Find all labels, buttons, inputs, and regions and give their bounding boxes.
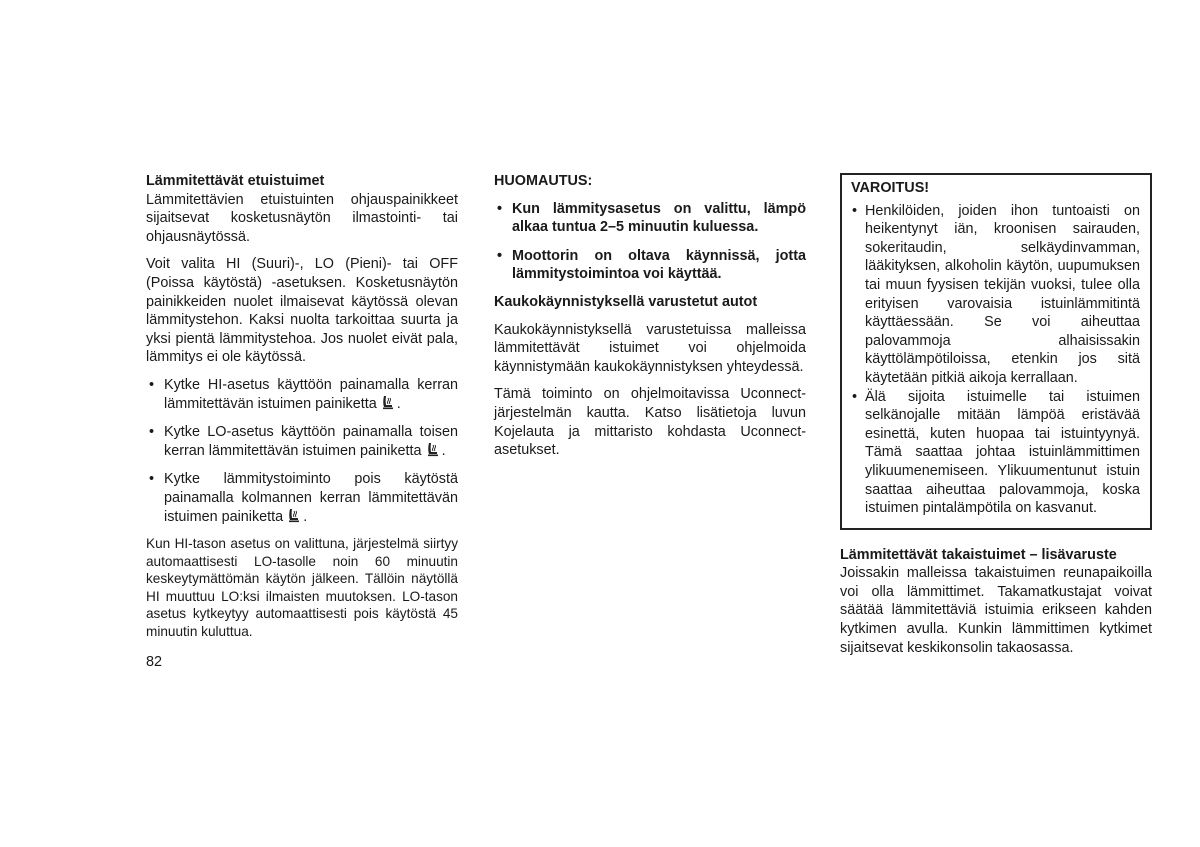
note-item: • Kun lämmitysasetus on valittu, lämpö alkaa tuntua 2–5 minuutin kuluessa.: [494, 200, 806, 237]
section-heading-rear-seats: Lämmitettävät takaistuimet – lisävaruste: [840, 546, 1117, 563]
page-number: 82: [146, 654, 163, 670]
list-item-end: .: [441, 442, 446, 459]
bullet-list: [146, 376, 458, 526]
paragraph: Joissakin malleissa takaistuimen reunapaikoilla voi olla lämmittimet. Takamatkustajat voivat säätää lämmitettäviä istuimia erikseen kahden kytkimen avulla. Kunkin lämmittimen kytkimet sijaitsevat keskikonsolin takaosassa.: [840, 565, 1152, 656]
heated-seat-icon: [426, 442, 440, 457]
warning-box: [840, 173, 1152, 530]
paragraph: Kun HI-tason asetus on valittuna, järjestelmä siirtyy automaattisesti LO-tasolle noin 60 minuutin keskeytymättömän käytön jälkeen. Tällöin näytöllä HI muuttuu LO:ksi ilmaisten muutoksen. LO-tason asetus kytkeytyy automaattisesti pois käytöstä 45 minuutin kuluttua.: [146, 536, 458, 640]
note-list: [494, 200, 806, 284]
note-item: • Moottorin on oltava käynnissä, jotta lämmitystoimintoa voi käyttää.: [494, 247, 806, 284]
heated-seat-icon: [287, 508, 301, 523]
section-heading-front-seats: Lämmitettävät etuistuimet: [146, 173, 325, 189]
list-item-text: Kytke HI-asetus käyttöön painamalla kerran lämmitettävän istuimen painiketta: [164, 376, 458, 412]
right-column: [840, 173, 1152, 657]
left-column: [146, 172, 458, 641]
paragraph: Tämä toiminto on ohjelmoitavissa Uconnect-järjestelmän kautta. Katso lisätietoja luvun Kojelauta ja mittaristo kohdasta Uconnect-asetukset.: [494, 386, 806, 459]
list-item: [146, 376, 458, 413]
list-item-end: .: [396, 395, 401, 412]
list-item: [146, 423, 458, 460]
section-heading-remote-start: Kaukokäynnistyksellä varustetut autot: [494, 293, 758, 310]
heated-seat-icon: [381, 395, 395, 410]
list-item-text: Kytke LO-asetus käyttöön painamalla toisen kerran lämmitettävän istuimen painiketta: [164, 424, 458, 459]
warning-item: • Älä sijoita istuimelle tai istuimen selkänojalle mitään lämpöä eristävää esinettä, kuten huopaa tai istuintyynyä. Tämä saattaa johtaa istuinlämmittimen ylikuumenemiseen. Ylikuumentunut istuin saattaa aiheuttaa palovammoja, koska istuimen pintalämpötila on kasvanut.: [851, 388, 1140, 518]
list-item: [146, 470, 458, 526]
warning-list: [851, 202, 1140, 518]
warning-title: VAROITUS!: [851, 180, 930, 196]
middle-column: [494, 172, 806, 460]
paragraph: Voit valita HI (Suuri)-, LO (Pieni)- tai OFF (Poissa käytöstä) -asetuksen. Kosketusnäytön painikkeiden nuolet ilmaisevat käytössä olevan lämmitystehon. Kaksi nuolta tarkoittaa suurta ja yksi pientä lämmitystehoa. Jos nuolet eivät pala, lämmitys ei ole käytössä.: [146, 256, 458, 366]
list-item-end: .: [303, 508, 308, 525]
note-heading: HUOMAUTUS:: [494, 173, 593, 189]
warning-item: • Henkilöiden, joiden ihon tuntoaisti on heikentynyt iän, kroonisen sairauden, sokeritaudin, selkäydinvamman, lääkityksen, alkoholin käytön, uupumuksen tai muun fyysisen tekijän vuoksi, tulee olla erityisen varovaisia istuinlämmitintä käyttäessään. Se voi aiheuttaa palovammoja alhaisissakin käyttölämpötiloissa, etenkin jos sitä käytetään pitkiä aikoja kerrallaan.: [851, 202, 1140, 388]
paragraph: Lämmitettävien etuistuinten ohjauspainikkeet sijaitsevat kosketusnäytön ilmastointi- tai ohjausnäytössä.: [146, 191, 458, 245]
list-item-text: Kytke lämmitystoiminto pois käytöstä painamalla kolmannen kerran lämmitettävän istuimen painiketta: [164, 471, 458, 525]
paragraph: Kaukokäynnistyksellä varustetuissa malleissa lämmitettävät istuimet voi ohjelmoida käynnistymään kaukokäynnistyksen yhteydessä.: [494, 321, 806, 375]
